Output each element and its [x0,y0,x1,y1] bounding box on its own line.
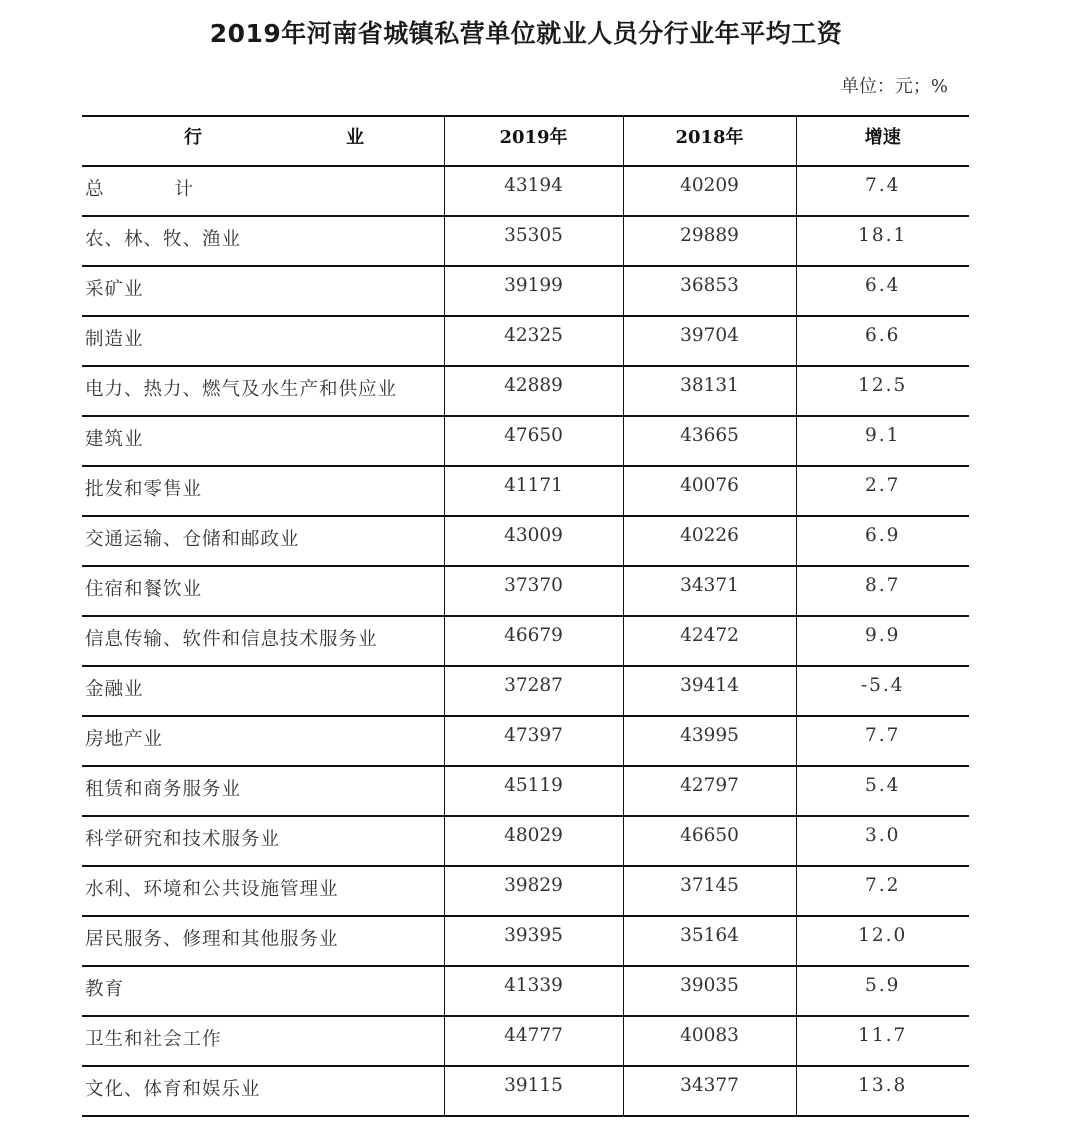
value-2019-cell: 37287 [444,666,623,716]
growth-cell: 18.1 [796,216,969,266]
header-industry-char-2: 业 [346,127,364,148]
table-header-row [82,116,969,166]
value-2018-cell: 40226 [623,516,796,566]
total-2019: 43194 [444,166,623,216]
value-2018-cell: 42797 [623,766,796,816]
value-2019-cell: 46679 [444,616,623,666]
total-2018: 40209 [623,166,796,216]
value-2019-cell: 35305 [444,216,623,266]
value-2018-cell: 42472 [623,616,796,666]
header-industry-char-1: 行 [184,127,202,148]
header-2019: 2019年 [444,116,623,166]
value-2019-cell: 44777 [444,1016,623,1066]
total-label [82,166,444,216]
industry-cell: 信息传输、软件和信息技术服务业 [82,616,444,666]
unit-note: 单位：元；% [840,76,948,97]
industry-cell: 交通运输、仓储和邮政业 [82,516,444,566]
value-2019-cell: 41339 [444,966,623,1016]
table-row [82,866,969,916]
value-2019-cell: 39829 [444,866,623,916]
industry-cell: 电力、热力、燃气及水生产和供应业 [82,366,444,416]
table-row [82,816,969,866]
value-2018-cell: 35164 [623,916,796,966]
table-row [82,666,969,716]
industry-cell: 教育 [82,966,444,1016]
value-2018-cell: 29889 [623,216,796,266]
industry-cell: 批发和零售业 [82,466,444,516]
value-2018-cell: 36853 [623,266,796,316]
header-2018: 2018年 [623,116,796,166]
table-row [82,266,969,316]
value-2019-cell: 47650 [444,416,623,466]
growth-cell: 5.9 [796,966,969,1016]
total-growth: 7.4 [796,166,969,216]
table-row [82,716,969,766]
value-2019-cell: 43009 [444,516,623,566]
industry-cell: 农、林、牧、渔业 [82,216,444,266]
header-growth: 增速 [796,116,969,166]
value-2019-cell: 42325 [444,316,623,366]
value-2018-cell: 39414 [623,666,796,716]
value-2018-cell: 40083 [623,1016,796,1066]
value-2019-cell: 39395 [444,916,623,966]
page-title: 2019年河南省城镇私营单位就业人员分行业年平均工资 [209,19,843,48]
growth-cell: 9.1 [796,416,969,466]
header-industry [82,116,444,166]
industry-cell: 金融业 [82,666,444,716]
growth-cell: 6.9 [796,516,969,566]
growth-cell: 9.9 [796,616,969,666]
growth-cell: 12.0 [796,916,969,966]
table-row [82,366,969,416]
growth-cell: 7.2 [796,866,969,916]
industry-cell: 采矿业 [82,266,444,316]
growth-cell: 5.4 [796,766,969,816]
table-row [82,616,969,666]
growth-cell: -5.4 [796,666,969,716]
value-2019-cell: 39115 [444,1066,623,1116]
table-row [82,916,969,966]
value-2018-cell: 40076 [623,466,796,516]
value-2018-cell: 38131 [623,366,796,416]
industry-cell: 卫生和社会工作 [82,1016,444,1066]
table-row [82,766,969,816]
table-row [82,216,969,266]
total-label-char-2: 计 [174,179,195,200]
industry-cell: 文化、体育和娱乐业 [82,1066,444,1116]
table-row [82,966,969,1016]
growth-cell: 8.7 [796,566,969,616]
table-row [82,316,969,366]
value-2019-cell: 42889 [444,366,623,416]
industry-cell: 建筑业 [82,416,444,466]
value-2019-cell: 45119 [444,766,623,816]
value-2018-cell: 39035 [623,966,796,1016]
growth-cell: 12.5 [796,366,969,416]
industry-cell: 水利、环境和公共设施管理业 [82,866,444,916]
value-2019-cell: 39199 [444,266,623,316]
industry-cell: 居民服务、修理和其他服务业 [82,916,444,966]
industry-cell: 租赁和商务服务业 [82,766,444,816]
value-2019-cell: 41171 [444,466,623,516]
value-2019-cell: 47397 [444,716,623,766]
growth-cell: 2.7 [796,466,969,516]
value-2018-cell: 43995 [623,716,796,766]
growth-cell: 7.7 [796,716,969,766]
value-2018-cell: 46650 [623,816,796,866]
value-2018-cell: 34371 [623,566,796,616]
industry-cell: 科学研究和技术服务业 [82,816,444,866]
growth-cell: 6.6 [796,316,969,366]
growth-cell: 11.7 [796,1016,969,1066]
value-2018-cell: 43665 [623,416,796,466]
table-row [82,1016,969,1066]
value-2018-cell: 34377 [623,1066,796,1116]
total-row [82,166,969,216]
table-row [82,466,969,516]
growth-cell: 3.0 [796,816,969,866]
table-row [82,416,969,466]
table-row [82,566,969,616]
table-row [82,1066,969,1116]
total-label-char-1: 总 [85,179,105,200]
industry-cell: 住宿和餐饮业 [82,566,444,616]
value-2019-cell: 37370 [444,566,623,616]
wage-table [82,115,969,1117]
industry-cell: 房地产业 [82,716,444,766]
growth-cell: 13.8 [796,1066,969,1116]
growth-cell: 6.4 [796,266,969,316]
table-row [82,516,969,566]
value-2018-cell: 37145 [623,866,796,916]
value-2018-cell: 39704 [623,316,796,366]
industry-cell: 制造业 [82,316,444,366]
value-2019-cell: 48029 [444,816,623,866]
